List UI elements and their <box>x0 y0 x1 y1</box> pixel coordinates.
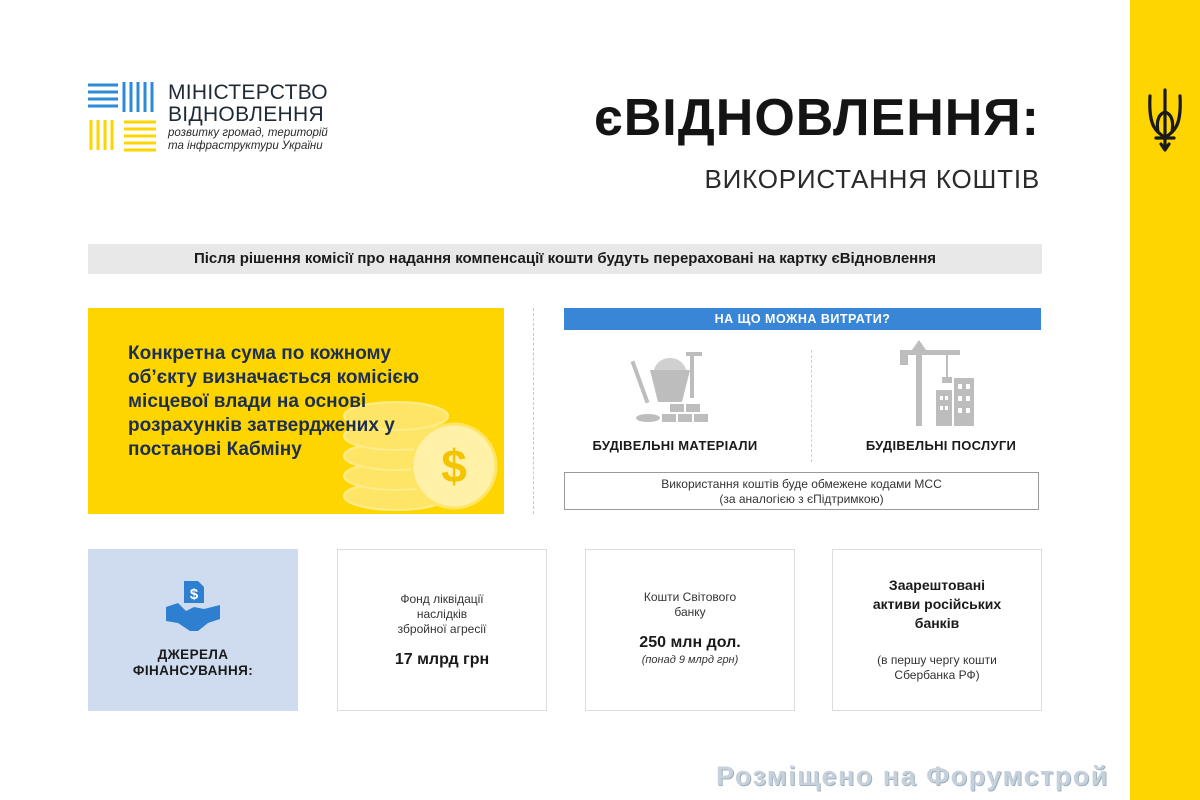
spending-header: НА ЩО МОЖНА ВИТРАТИ? <box>564 308 1041 330</box>
spending-label-materials: БУДІВЕЛЬНІ МАТЕРІАЛИ <box>592 438 758 453</box>
spending-label-services: БУДІВЕЛЬНІ ПОСЛУГИ <box>865 438 1017 453</box>
funding-card-description <box>338 592 546 637</box>
funding-card-desc-line: (в першу чергу кошти <box>877 653 997 667</box>
ministry-subtitle <box>168 127 328 153</box>
funding-card-desc-line: Кошти Світового <box>643 590 737 604</box>
funding-sources-label <box>88 647 298 679</box>
ministry-title <box>168 82 328 126</box>
funding-card-title-line: банків <box>914 615 960 631</box>
funding-card-desc-line: збройної агресії <box>397 622 487 636</box>
construction-materials-icon <box>630 340 720 430</box>
ministry-title-line1: МІНІСТЕРСТВО <box>168 81 328 104</box>
spending-item-services <box>836 340 1046 453</box>
mcc-note-line2: (за аналогією з єПідтримкою) <box>719 492 884 506</box>
ministry-logo <box>88 82 348 156</box>
funding-card-title-line: активи російських <box>872 596 1002 612</box>
funding-card-amount: 17 млрд грн <box>394 651 490 668</box>
svg-text:$: $ <box>441 440 467 492</box>
funding-card-desc-line: наслідків <box>416 607 468 621</box>
mcc-note-line1: Використання коштів буде обмежене кодами МСС <box>661 477 942 491</box>
page-title: єВІДНОВЛЕННЯ: <box>594 89 1040 147</box>
funding-card-aggression-fund <box>337 549 547 711</box>
funding-card-desc-line: Сбербанка РФ) <box>894 668 980 682</box>
amount-info-box <box>88 308 504 514</box>
spending-item-materials <box>570 340 780 453</box>
funding-card-description <box>833 653 1041 683</box>
funding-card-note: (понад 9 млрд грн) <box>641 654 739 666</box>
funding-card-desc-line: банку <box>674 605 706 619</box>
ministry-title-line2: ВІДНОВЛЕННЯ <box>168 103 324 126</box>
ministry-emblem-icon <box>88 82 158 152</box>
section-divider <box>533 308 534 514</box>
trident-icon <box>1144 86 1186 154</box>
funding-card-desc-line: Фонд ліквідації <box>400 592 484 606</box>
funding-card-seized-assets <box>832 549 1042 711</box>
info-banner: Після рішення комісії про надання компенсації кошти будуть перераховані на картку єВідновлення <box>88 244 1042 274</box>
mcc-restriction-note <box>564 472 1039 510</box>
ministry-subtitle-line2: та інфраструктури України <box>168 140 323 152</box>
amount-text: Конкретна сума по кожному об’єкту визначається комісією місцевої влади на основі розрахунків затверджених у постанові Кабміну <box>128 343 420 460</box>
ministry-subtitle-line1: розвитку громад, територій <box>168 127 328 139</box>
funding-card-title-line: Заарештовані <box>888 577 986 593</box>
watermark: Розміщено на Форумстрой <box>716 761 1109 791</box>
funding-card-description <box>586 590 794 620</box>
funding-sources-label-line1: ДЖЕРЕЛА <box>157 647 229 662</box>
funding-card-world-bank <box>585 549 795 711</box>
handshake-money-icon <box>164 579 222 633</box>
funding-card-amount: 250 млн дол. <box>639 634 741 651</box>
svg-text:$: $ <box>189 586 199 603</box>
spending-column-divider <box>811 350 812 462</box>
funding-sources-label-line2: ФІНАНСУВАННЯ: <box>132 663 254 678</box>
funding-card-title <box>833 576 1041 633</box>
page-subtitle: ВИКОРИСТАННЯ КОШТІВ <box>704 164 1040 194</box>
funding-sources-card <box>88 549 298 711</box>
construction-crane-icon <box>896 340 986 430</box>
